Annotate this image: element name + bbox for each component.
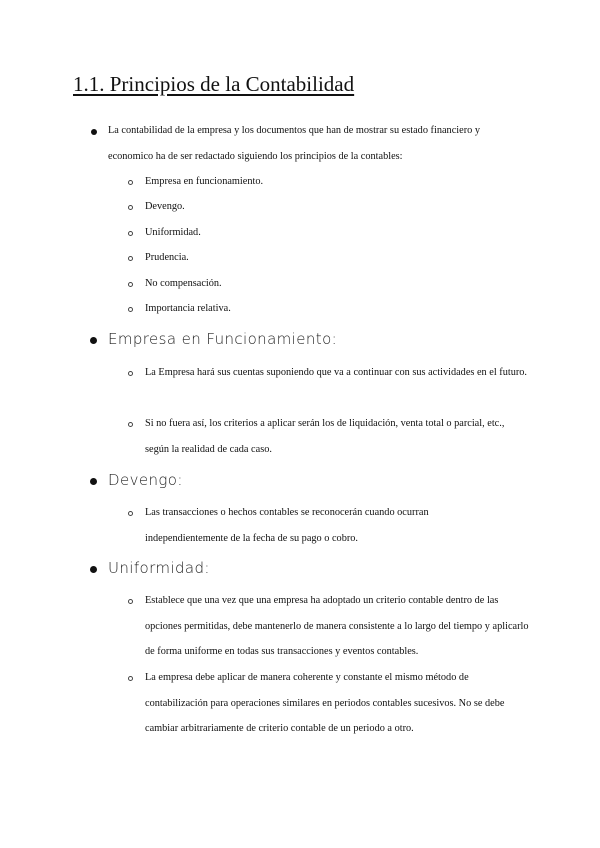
section-heading: Devengo:	[108, 471, 183, 489]
intro-item: Prudencia.	[145, 252, 189, 263]
circle-bullet-icon	[128, 307, 133, 312]
intro-item: Empresa en funcionamiento.	[145, 176, 264, 187]
circle-bullet-icon	[128, 371, 133, 376]
bullet-icon	[90, 478, 97, 485]
bullet-icon	[91, 129, 97, 135]
bullet-icon	[90, 566, 97, 573]
intro-item: No compensación.	[145, 278, 222, 289]
circle-bullet-icon	[128, 231, 133, 236]
circle-bullet-icon	[128, 511, 133, 516]
section-heading: Uniformidad:	[108, 559, 210, 577]
section-item: La Empresa hará sus cuentas suponiendo que va a continuar con sus actividades en el futuro.	[145, 367, 528, 378]
section-item: Establece que una vez que una empresa ha adoptado un criterio contable dentro de las opciones permitidas, debe mantenerlo de manera consistente a lo largo del tiempo y aplicarlo de forma uniforme en todas sus transacciones y eventos contables.	[145, 595, 529, 657]
bullet-icon	[90, 337, 97, 344]
circle-bullet-icon	[128, 180, 133, 185]
circle-bullet-icon	[128, 676, 133, 681]
circle-bullet-icon	[128, 282, 133, 287]
circle-bullet-icon	[128, 599, 133, 604]
section-item: Si no fuera así, los criterios a aplicar serán los de liquidación, venta total o parcial, etc., según la realidad de cada caso.	[145, 418, 505, 455]
intro-item: Devengo.	[145, 201, 185, 212]
section-heading: Empresa en Funcionamiento:	[108, 330, 338, 348]
circle-bullet-icon	[128, 256, 133, 261]
section-item: Las transacciones o hechos contables se reconocerán cuando ocurran independientemente de la fecha de su pago o cobro.	[145, 507, 429, 544]
intro-item: Importancia relativa.	[145, 303, 231, 314]
intro-paragraph: La contabilidad de la empresa y los documentos que han de mostrar su estado financiero y economico ha de ser redactado siguiendo los principios de la contables:	[108, 125, 481, 162]
intro-item: Uniformidad.	[145, 227, 201, 238]
section-item: La empresa debe aplicar de manera coherente y constante el mismo método de contabilización para operaciones similares en periodos contables sucesivos. No se debe cambiar arbitrariamente de criterio contable de un periodo a otro.	[145, 672, 505, 734]
circle-bullet-icon	[128, 422, 133, 427]
circle-bullet-icon	[128, 205, 133, 210]
page-title: 1.1. Principios de la Contabilidad	[73, 72, 355, 96]
